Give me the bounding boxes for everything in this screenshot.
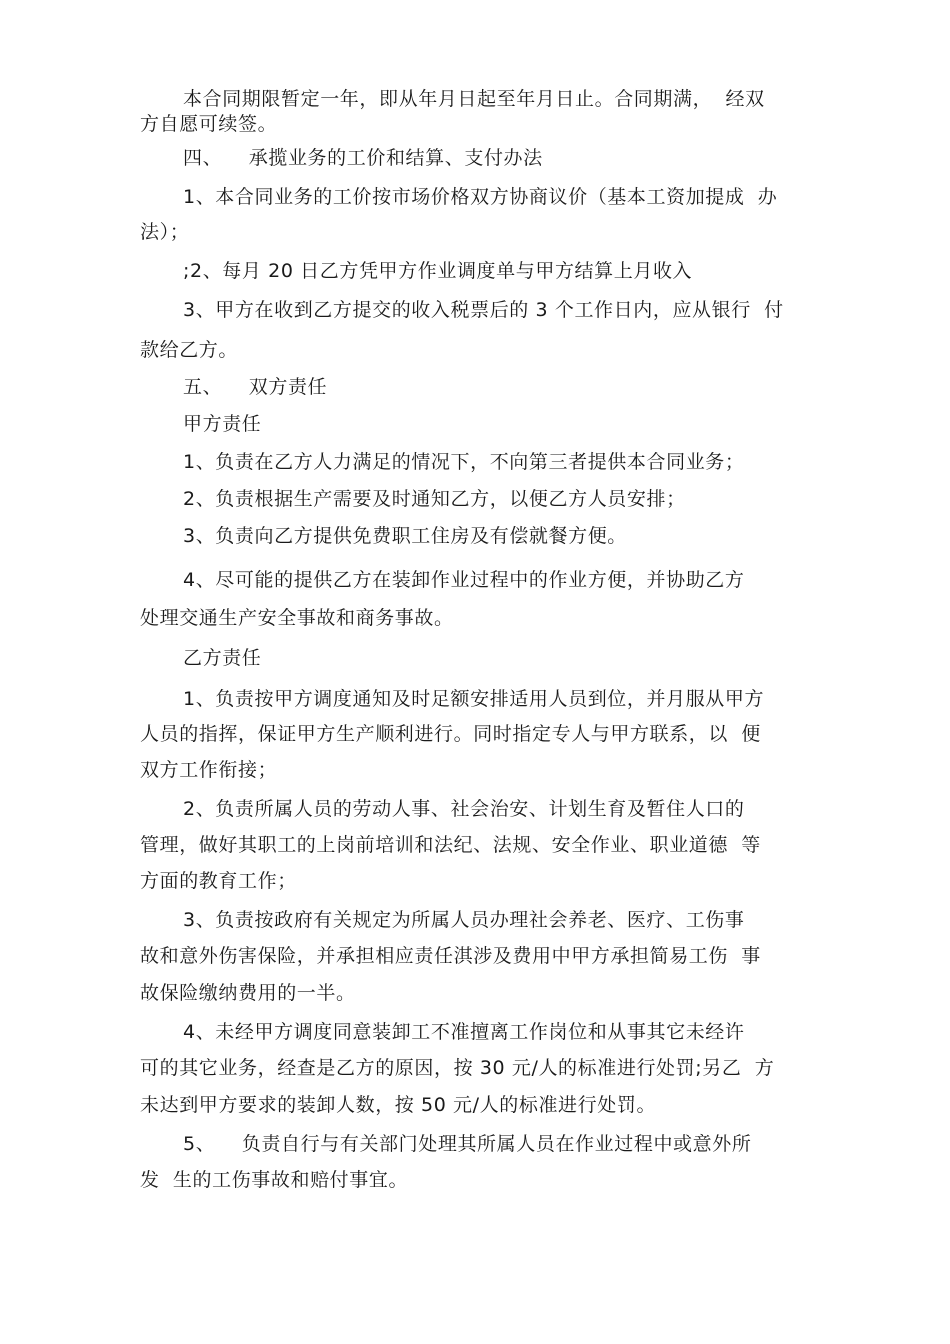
paragraph-line: 1、本合同业务的工价按市场价格双方协商议价（基本工资加提成 办 xyxy=(183,186,778,208)
paragraph-line: 方面的教育工作； xyxy=(140,870,297,892)
paragraph-line: 双方工作衔接； xyxy=(140,759,278,781)
paragraph-line: 5、 负责自行与有关部门处理其所属人员在作业过程中或意外所 xyxy=(183,1133,752,1155)
paragraph-line: 3、负责向乙方提供免费职工住房及有偿就餐方便。 xyxy=(183,525,627,547)
paragraph-line: 人员的指挥，保证甲方生产顺利进行。同时指定专人与甲方联系，以 便 xyxy=(140,723,761,745)
paragraph-line: ;2、每月 20 日乙方凭甲方作业调度单与甲方结算上月收入 xyxy=(183,260,693,282)
subsection-heading: 甲方责任 xyxy=(183,413,262,435)
paragraph-line: 管理，做好其职工的上岗前培训和法纪、法规、安全作业、职业道德 等 xyxy=(140,834,761,856)
paragraph-line: 故和意外伤害保险，并承担相应责任淇涉及费用中甲方承担简易工伤 事 xyxy=(140,945,761,967)
paragraph-line: 2、负责所属人员的劳动人事、社会治安、计划生育及暂住人口的 xyxy=(183,798,745,820)
paragraph-line: 3、甲方在收到乙方提交的收入税票后的 3 个工作日内，应从银行 付 xyxy=(183,299,784,321)
paragraph-line: 处理交通生产安全事故和商务事故。 xyxy=(140,607,454,629)
paragraph-line: 本合同期限暂定一年，即从年月日起至年月日止。合同期满， 经双 xyxy=(183,88,765,110)
paragraph-line: 发 生的工伤事故和赔付事宜。 xyxy=(140,1169,409,1191)
paragraph-line: 1、负责在乙方人力满足的情况下，不向第三者提供本合同业务； xyxy=(183,451,745,473)
paragraph-line: 可的其它业务，经查是乙方的原因，按 30 元/人的标准进行处罚;另乙 方 xyxy=(140,1057,775,1079)
subsection-heading: 乙方责任 xyxy=(183,647,262,669)
paragraph-line: 2、负责根据生产需要及时通知乙方，以便乙方人员安排； xyxy=(183,488,686,510)
paragraph-line: 4、未经甲方调度同意装卸工不准擅离工作岗位和从事其它未经许 xyxy=(183,1021,745,1043)
paragraph-line: 故保险缴纳费用的一半。 xyxy=(140,982,356,1004)
paragraph-line: 法）； xyxy=(140,221,190,243)
paragraph-line: 1、负责按甲方调度通知及时足额安排适用人员到位，并月服从甲方 xyxy=(183,688,765,710)
paragraph-line: 未达到甲方要求的装卸人数，按 50 元/人的标准进行处罚。 xyxy=(140,1094,657,1116)
section-heading: 五、 双方责任 xyxy=(183,376,328,398)
paragraph-line: 方自愿可续签。 xyxy=(140,113,278,135)
paragraph-line: 4、尽可能的提供乙方在装卸作业过程中的作业方便，并协助乙方 xyxy=(183,569,745,591)
paragraph-line: 3、负责按政府有关规定为所属人员办理社会养老、医疗、工伤事 xyxy=(183,909,745,931)
paragraph-line: 款给乙方。 xyxy=(140,339,239,361)
section-heading: 四、 承揽业务的工价和结算、支付办法 xyxy=(183,147,543,169)
